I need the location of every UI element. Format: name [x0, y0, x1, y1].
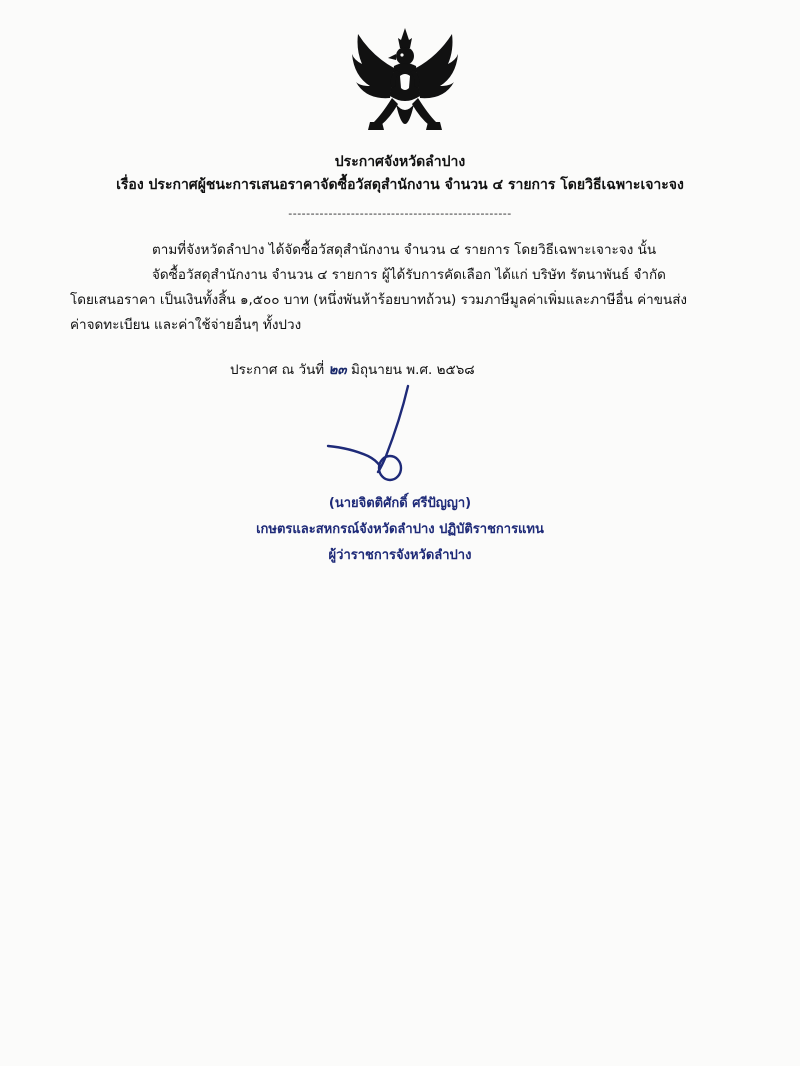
body-line-2: จัดซื้อวัสดุสำนักงาน จำนวน ๔ รายการ ผู้ได้รับการคัดเลือก ได้แก่ บริษัท รัตนาพันธ์ จำกัด: [152, 267, 666, 283]
signatory-name: (นายจิตติศักดิ์ ศรีปัญญา): [328, 496, 472, 511]
date-day: ๒๓: [328, 362, 347, 378]
body-line-4: ค่าจดทะเบียน และค่าใช้จ่ายอื่นๆ ทั้งปวง: [70, 317, 302, 333]
announcement-subject: เรื่อง ประกาศผู้ชนะการเสนอราคาจัดซื้อวัสดุสำนักงาน จำนวน ๔ รายการ โดยวิธีเฉพาะเจาะจง: [116, 177, 684, 193]
date-month-year: มิถุนายน พ.ศ. ๒๕๖๘: [350, 362, 475, 378]
header-divider: --------------------------------------------------: [288, 207, 512, 220]
body-line-3: โดยเสนอราคา เป็นเงินทั้งสิ้น ๑,๕๐๐ บาท (หนึ่งพันห้าร้อยบาทถ้วน) รวมภาษีมูลค่าเพิ่มและภาษีอื่น ค่าขนส่ง: [70, 292, 688, 308]
body-line-1: ตามที่จังหวัดลำปาง ได้จัดซื้อวัสดุสำนักงาน จำนวน ๔ รายการ โดยวิธีเฉพาะเจาะจง นั้น: [152, 242, 657, 258]
garuda-emblem-icon: [352, 26, 458, 146]
announcement-date: [230, 361, 475, 379]
signature-icon: [320, 380, 440, 490]
signatory-authority: ผู้ว่าราชการจังหวัดลำปาง: [328, 548, 472, 563]
date-prefix: ประกาศ ณ วันที่: [230, 362, 325, 378]
signatory-position: เกษตรและสหกรณ์จังหวัดลำปาง ปฏิบัติราชการแทน: [256, 522, 544, 537]
announcement-title: ประกาศจังหวัดลำปาง: [334, 154, 466, 170]
